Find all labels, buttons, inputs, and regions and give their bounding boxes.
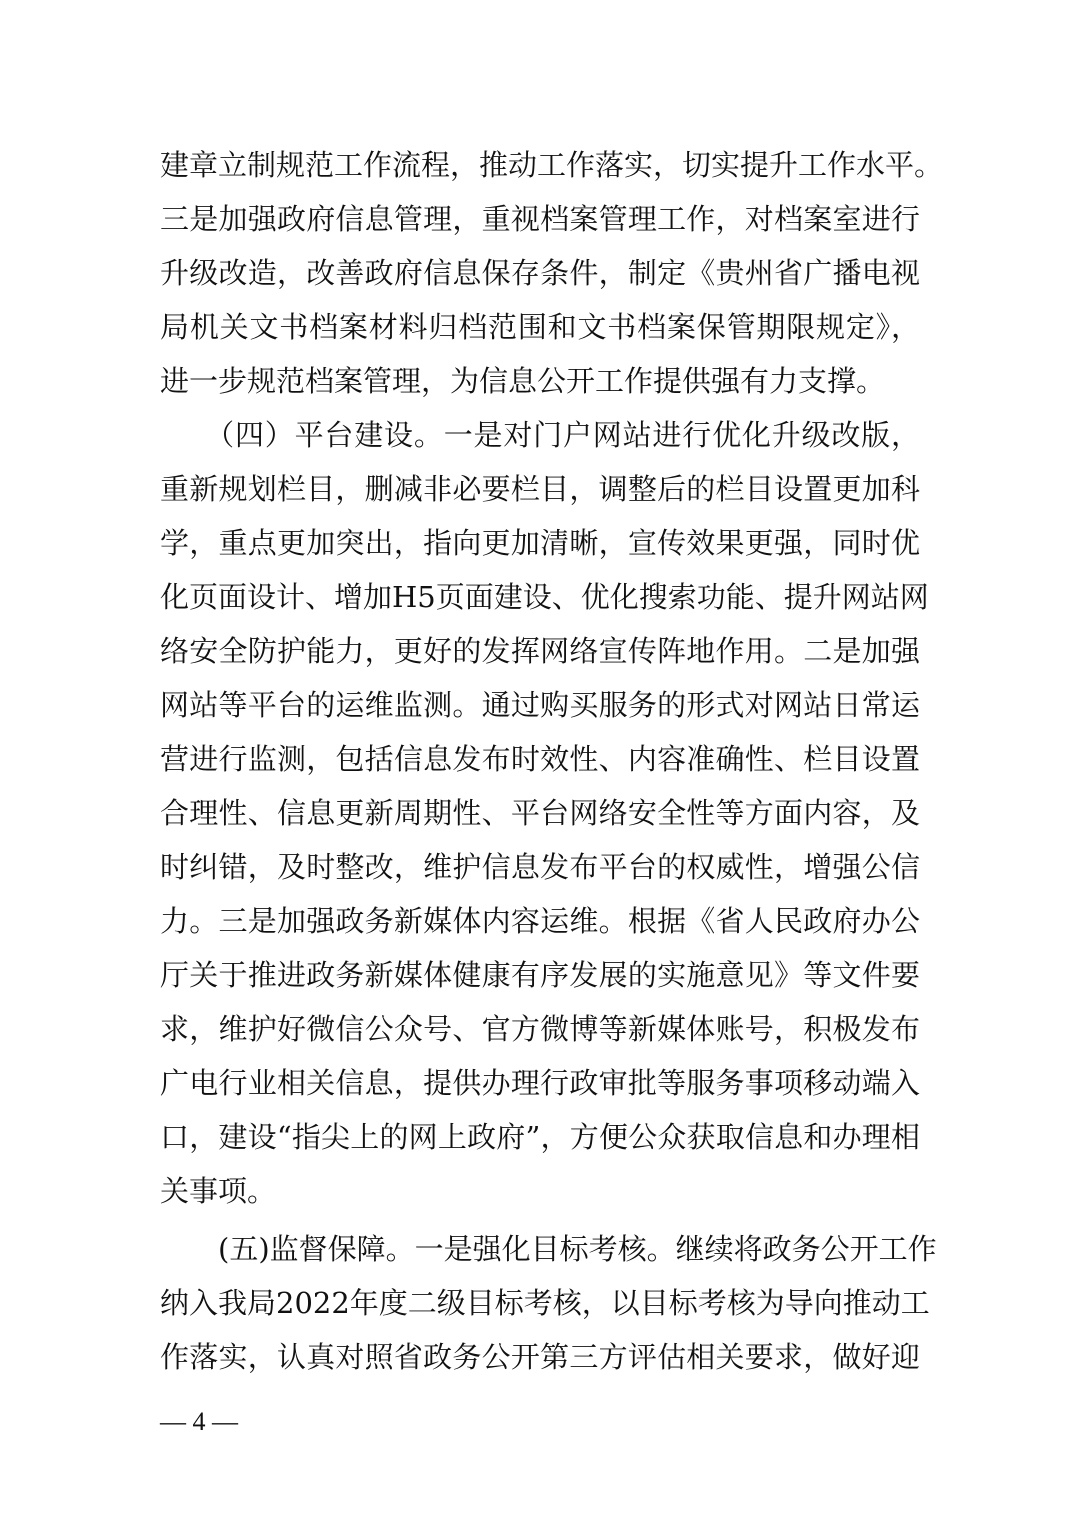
text-line: 时纠错，及时整改，维护信息发布平台的权威性，增强公信 bbox=[160, 850, 920, 884]
body-text bbox=[160, 138, 944, 1384]
text-line: 求，维护好微信公众号、官方微博等新媒体账号，积极发布 bbox=[160, 1012, 920, 1046]
text-line: （四）平台建设。一是对门户网站进行优化升级改版， bbox=[160, 418, 920, 452]
text-line: 关事项。 bbox=[160, 1174, 277, 1208]
text-line: 升级改造，改善政府信息保存条件，制定《贵州省广播电视 bbox=[160, 256, 920, 290]
text-line: 营进行监测，包括信息发布时效性、内容准确性、栏目设置 bbox=[160, 742, 920, 776]
text-line: 三是加强政府信息管理，重视档案管理工作，对档案室进行 bbox=[160, 202, 920, 236]
text-line: 建章立制规范工作流程，推动工作落实，切实提升工作水平。 bbox=[160, 148, 944, 182]
text-line: 口，建设“指尖上的网上政府”，方便公众获取信息和办理相 bbox=[160, 1120, 920, 1154]
page-number: — 4 — bbox=[160, 1407, 238, 1436]
text-line: 局机关文书档案材料归档范围和文书档案保管期限规定》， bbox=[160, 310, 920, 344]
text-line: 网站等平台的运维监测。通过购买服务的形式对网站日常运 bbox=[160, 688, 920, 722]
text-line: 纳入我局2022年度二级目标考核，以目标考核为导向推动工 bbox=[160, 1286, 930, 1320]
text-line: 络安全防护能力，更好的发挥网络宣传阵地作用。二是加强 bbox=[160, 634, 920, 668]
text-line: 进一步规范档案管理，为信息公开工作提供强有力支撑。 bbox=[160, 364, 886, 398]
text-line: 重新规划栏目，删减非必要栏目，调整后的栏目设置更加科 bbox=[160, 472, 920, 506]
text-line: 作落实，认真对照省政务公开第三方评估相关要求，做好迎 bbox=[160, 1340, 920, 1374]
text-line: 化页面设计、增加H5页面建设、优化搜索功能、提升网站网 bbox=[160, 580, 929, 614]
text-line: 合理性、信息更新周期性、平台网络安全性等方面内容，及 bbox=[160, 796, 920, 830]
text-line: (五)监督保障。一是强化目标考核。继续将政务公开工作 bbox=[160, 1232, 937, 1266]
text-line: 广电行业相关信息，提供办理行政审批等服务事项移动端入 bbox=[160, 1066, 920, 1100]
text-line: 力。三是加强政务新媒体内容运维。根据《省人民政府办公 bbox=[160, 904, 920, 938]
text-line: 厅关于推进政务新媒体健康有序发展的实施意见》等文件要 bbox=[160, 958, 920, 992]
text-line: 学，重点更加突出，指向更加清晰，宣传效果更强，同时优 bbox=[160, 526, 920, 560]
